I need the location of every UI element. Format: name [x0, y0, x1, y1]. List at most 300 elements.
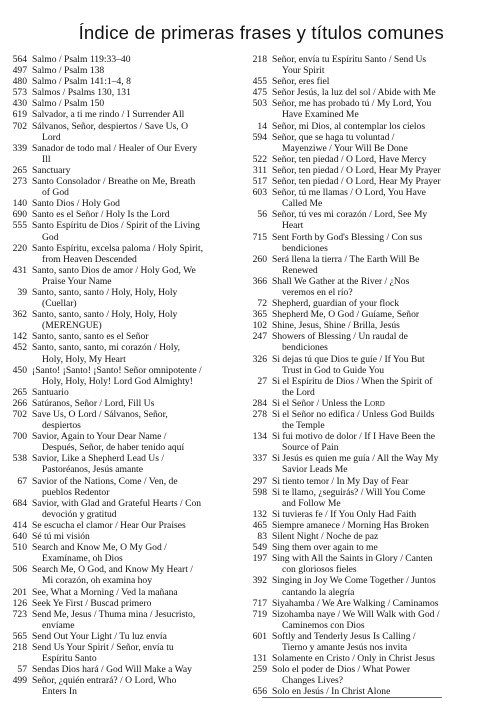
index-entry — [246, 409, 472, 431]
entry-continuation-line: Trust in God to Guide You — [282, 364, 385, 376]
entry-line: Señor, eres fiel — [272, 76, 330, 88]
hymn-number: 499 — [12, 675, 27, 687]
index-entry — [6, 109, 234, 120]
hymn-number: 278 — [252, 409, 267, 420]
entry-text — [27, 65, 234, 76]
entry-continuation-line: devoción y gratitud — [42, 508, 117, 520]
entry-continuation-line: Heart — [282, 220, 304, 232]
entry-line: Señor, envía tu Espíritu Santo / Send Us — [272, 54, 427, 65]
index-entry — [6, 143, 234, 165]
index-entry — [6, 121, 234, 143]
entry-text — [27, 109, 234, 120]
entry-text — [27, 220, 234, 242]
entry-text — [27, 143, 234, 165]
hymn-number: 142 — [12, 331, 27, 343]
entry-text — [27, 675, 234, 697]
entry-continuation-line: from Heaven Descended — [42, 253, 137, 265]
entry-continuation-line: pueblos Redentor — [42, 486, 110, 498]
entry-text — [27, 365, 234, 387]
entry-line: Señor, ten piedad / O Lord, Have Mercy — [272, 153, 427, 165]
index-entry — [246, 354, 472, 376]
index-entry — [6, 265, 234, 287]
index-entry — [6, 176, 234, 198]
index-entry — [246, 165, 472, 176]
index-entry — [246, 653, 472, 664]
index-entry — [6, 87, 234, 98]
hymn-number: 450 — [12, 364, 27, 376]
hymn-number: 362 — [12, 309, 27, 321]
entry-continuation-line: and Follow Me — [282, 497, 341, 509]
index-entry — [246, 376, 472, 398]
entry-continuation-line: envíame — [42, 619, 75, 631]
hymn-number: 715 — [252, 231, 267, 243]
entry-line: Sendas Dios hará / God Will Make a Way — [32, 664, 192, 676]
hymn-number: 601 — [252, 630, 267, 642]
entry-line: Si dejas tú que Dios te guíe / If You But — [272, 353, 425, 365]
entry-line: Search and Know Me, O My God / — [32, 542, 167, 554]
entry-text — [27, 498, 234, 520]
hymn-number: 366 — [252, 275, 267, 287]
index-entry — [6, 409, 234, 431]
entry-line: Solo en Jesús / In Christ Alone — [272, 686, 391, 698]
index-entry — [246, 431, 472, 453]
entry-text — [27, 98, 234, 109]
hymn-number: 465 — [252, 519, 267, 531]
entry-text — [267, 309, 472, 320]
entry-continuation-line: Después, Señor, de haber tenido aquí — [42, 442, 185, 454]
hymn-number: 549 — [252, 542, 267, 554]
index-entry — [6, 365, 234, 387]
entry-line: Salmo / Psalm 119:33–40 — [32, 54, 131, 65]
entry-continuation-line: con gloriosos fieles — [282, 564, 357, 576]
entry-line: Señor, mi Dios, al contemplar los cielos — [272, 120, 426, 132]
hymn-number: 326 — [252, 353, 267, 365]
entry-continuation-line: Called Me — [282, 198, 323, 210]
entry-line: Search Me, O God, and Know My Heart / — [32, 564, 193, 576]
entry-continuation-line: Lord — [42, 131, 61, 143]
entry-line: Señor, tú ves mi corazón / Lord, See My — [272, 209, 428, 221]
index-entry — [246, 509, 472, 520]
entry-line: Si el Espíritu de Dios / When the Spirit of — [272, 375, 433, 387]
index-entry — [246, 331, 472, 353]
hymn-number: 702 — [12, 120, 27, 132]
hymn-number: 564 — [12, 54, 27, 65]
hymn-number: 197 — [252, 553, 267, 565]
index-entry — [6, 542, 234, 564]
hymn-number: 265 — [12, 164, 27, 176]
entry-line: Salmo / Psalm 150 — [32, 98, 105, 110]
hymn-number: 573 — [12, 87, 27, 99]
index-entry — [246, 487, 472, 509]
hymn-number: 311 — [252, 164, 267, 176]
hymn-number: 273 — [12, 176, 27, 188]
entry-line: Santo Dios / Holy God — [32, 198, 120, 210]
index-entry — [246, 76, 472, 87]
hymn-number: 717 — [252, 597, 267, 609]
entry-continuation-line: Enters In — [42, 686, 77, 698]
entry-continuation-line: Holy, Holy, My Heart — [42, 353, 126, 365]
entry-line: Satúranos, Señor / Lord, Fill Us — [32, 397, 155, 409]
entry-text — [267, 398, 472, 409]
entry-line: Sé tú mi visión — [32, 531, 90, 543]
entry-line-smallcaps: Lord — [364, 397, 385, 409]
right-index-column — [246, 54, 472, 697]
entry-text — [267, 98, 472, 120]
hymn-number: 339 — [12, 142, 27, 154]
entry-text — [27, 87, 234, 98]
entry-line: Shine, Jesus, Shine / Brilla, Jesús — [272, 320, 400, 332]
entry-text — [27, 520, 234, 531]
entry-continuation-line: cantando la alegría — [282, 586, 355, 598]
entry-text — [267, 298, 472, 309]
entry-continuation-line: the Temple — [282, 420, 325, 432]
entry-text — [27, 387, 234, 398]
index-entry — [6, 342, 234, 364]
entry-continuation-line: (Cuellar) — [42, 298, 77, 310]
entry-text — [27, 609, 234, 631]
entry-line: Seek Ye First / Buscad primero — [32, 597, 152, 609]
hymn-number: 57 — [17, 664, 27, 676]
entry-line: Santo, santo, santo / Holy, Holy, Holy — [32, 286, 178, 298]
entry-text — [267, 132, 472, 154]
entry-text — [27, 564, 234, 586]
entry-text — [27, 598, 234, 609]
entry-continuation-line: God — [42, 231, 59, 243]
hymn-number: 56 — [257, 209, 267, 221]
entry-text — [27, 409, 234, 431]
entry-line: Shepherd Me, O God / Guíame, Señor — [272, 309, 420, 321]
entry-text — [27, 542, 234, 564]
entry-text — [27, 209, 234, 220]
entry-continuation-line: Source of Pain — [282, 442, 339, 454]
entry-text — [267, 232, 472, 254]
entry-continuation-line: Praise Your Name — [42, 275, 112, 287]
entry-line: Santo, santo, santo es el Señor — [32, 331, 149, 343]
entry-continuation-line: Espíritu Santo — [42, 653, 97, 665]
entry-text — [267, 409, 472, 431]
hymn-number: 455 — [252, 76, 267, 88]
hymn-number: 67 — [17, 475, 27, 487]
entry-text — [267, 431, 472, 453]
hymn-number: 284 — [252, 397, 267, 409]
index-entry — [6, 387, 234, 398]
hymn-number: 598 — [252, 486, 267, 498]
entry-text — [267, 453, 472, 475]
entry-text — [27, 309, 234, 331]
entry-continuation-line: bendiciones — [282, 342, 328, 354]
entry-line: Solo el poder de Dios / What Power — [272, 664, 411, 676]
index-entry — [246, 187, 472, 209]
entry-text — [27, 342, 234, 364]
index-entry — [6, 309, 234, 331]
index-entry — [6, 220, 234, 242]
entry-line: ¡Santo! ¡Santo! ¡Santo! Señor omnipotente / — [32, 364, 202, 376]
index-entry — [6, 609, 234, 631]
index-entry — [6, 287, 234, 309]
entry-line: Salmos / Psalms 130, 131 — [32, 87, 131, 99]
entry-text — [27, 531, 234, 542]
entry-line: Shall We Gather at the River / ¿Nos — [272, 275, 410, 287]
index-entry — [6, 631, 234, 642]
index-entry — [6, 398, 234, 409]
index-entry — [246, 664, 472, 686]
entry-line: Santo Espíritu de Dios / Spirit of the Living — [32, 220, 200, 232]
index-entry — [6, 65, 234, 76]
index-entry — [6, 642, 234, 664]
hymn-number: 132 — [252, 508, 267, 520]
entry-line: Santo, santo, santo / Holy, Holy, Holy — [32, 309, 178, 321]
entry-text — [27, 54, 234, 65]
index-entry — [6, 165, 234, 176]
entry-text — [27, 165, 234, 176]
hymn-number: 475 — [252, 87, 267, 99]
entry-line: Send Me, Jesus / Thuma mina / Jesucristo, — [32, 608, 196, 620]
hymn-number: 430 — [12, 98, 27, 110]
entry-line: Si te llamo, ¿seguirás? / Will You Come — [272, 486, 426, 498]
index-entry — [246, 176, 472, 187]
hymn-number: 510 — [12, 542, 27, 554]
hymn-number: 259 — [252, 664, 267, 676]
entry-text — [267, 520, 472, 531]
entry-text — [267, 254, 472, 276]
entry-line: Sing with All the Saints in Glory / Canten — [272, 553, 433, 565]
entry-text — [267, 664, 472, 686]
hymn-number: 480 — [12, 76, 27, 88]
entry-line: Santuario — [32, 386, 69, 398]
entry-text — [267, 575, 472, 597]
index-entry — [6, 476, 234, 498]
hymn-number: 538 — [12, 453, 27, 465]
entry-line: Si tuvieras fe / If You Only Had Faith — [272, 508, 417, 520]
index-entry — [246, 542, 472, 553]
entry-line: Santo, santo, santo, mi corazón / Holy, — [32, 342, 181, 354]
entry-line: Shepherd, guardian of your flock — [272, 298, 400, 310]
entry-text — [27, 642, 234, 664]
entry-text — [267, 354, 472, 376]
entry-continuation-line: (MERENGUE) — [42, 320, 102, 332]
entry-continuation-line: Examíname, oh Dios — [42, 553, 123, 565]
entry-text — [27, 265, 234, 287]
entry-line: Sent Forth by God's Blessing / Con sus — [272, 231, 423, 243]
hymn-number: 220 — [12, 242, 27, 254]
hymn-number: 702 — [12, 409, 27, 420]
entry-text — [267, 187, 472, 209]
entry-text — [267, 609, 472, 631]
entry-line: Softly and Tenderly Jesus Is Calling / — [272, 630, 416, 642]
index-entry — [246, 132, 472, 154]
entry-line: Silent Night / Noche de paz — [272, 531, 379, 543]
entry-text — [27, 243, 234, 265]
entry-line: Señor, ¿quién entrará? / O Lord, Who — [32, 675, 177, 687]
index-entry — [6, 498, 234, 520]
index-entry — [6, 664, 234, 675]
entry-line: Send Out Your Light / Tu luz envía — [32, 630, 167, 642]
index-entry — [6, 520, 234, 531]
entry-line: Si fui motivo de dolor / If I Have Been the — [272, 431, 436, 443]
entry-line: Se escucha el clamor / Hear Our Praises — [32, 519, 186, 531]
entry-line: Santo es el Señor / Holy Is the Lord — [32, 209, 170, 221]
index-entry — [6, 675, 234, 697]
entry-line: Santo Espíritu, excelsa paloma / Holy Spirit, — [32, 242, 204, 254]
hymn-number: 14 — [257, 120, 267, 132]
index-entry — [6, 76, 234, 87]
index-entry — [246, 476, 472, 487]
entry-line: Singing in Joy We Come Together / Juntos — [272, 575, 436, 587]
entry-continuation-line: the Lord — [282, 386, 315, 398]
entry-continuation-line: Renewed — [282, 264, 318, 276]
entry-text — [267, 598, 472, 609]
entry-line: Señor, me has probado tú / My Lord, You — [272, 98, 432, 110]
hymn-number: 603 — [252, 187, 267, 199]
index-entry — [246, 320, 472, 331]
hymn-number: 247 — [252, 331, 267, 343]
index-entry — [246, 598, 472, 609]
entry-line: Será llena la tierra / The Earth Will Be — [272, 253, 420, 265]
hymn-number: 517 — [252, 176, 267, 188]
index-entry — [246, 609, 472, 631]
hymn-number: 431 — [12, 264, 27, 276]
entry-continuation-line: Mayenziwe / Your Will Be Done — [282, 142, 408, 154]
hymn-number: 218 — [12, 641, 27, 653]
entry-continuation-line: Holy, Holy, Holy! Lord God Almighty! — [42, 375, 193, 387]
hymn-number: 83 — [257, 531, 267, 543]
entry-continuation-line: veremos en el río? — [282, 286, 353, 298]
entry-text — [267, 509, 472, 520]
entry-text — [267, 176, 472, 187]
hymn-number: 297 — [252, 475, 267, 487]
hymn-number: 392 — [252, 575, 267, 587]
index-entry — [6, 587, 234, 598]
entry-continuation-line: Have Examined Me — [282, 109, 359, 121]
hymn-number: 452 — [12, 342, 27, 354]
entry-line: See, What a Morning / Ved la mañana — [32, 586, 178, 598]
hymn-number: 503 — [252, 98, 267, 110]
entry-line — [272, 398, 472, 409]
hymn-number: 497 — [12, 65, 27, 77]
hymn-number: 102 — [252, 320, 267, 332]
index-entry — [246, 254, 472, 276]
entry-text — [267, 553, 472, 575]
entry-continuation-line: Changes Lives? — [282, 675, 344, 687]
hymn-number: 201 — [12, 586, 27, 598]
entry-text — [267, 76, 472, 87]
hymn-number: 265 — [12, 386, 27, 398]
entry-text — [267, 87, 472, 98]
entry-text — [27, 431, 234, 453]
hymn-number: 218 — [252, 54, 267, 65]
index-entry — [246, 398, 472, 409]
entry-line: Sizohamba naye / We Will Walk with God / — [272, 608, 440, 620]
hymn-number: 337 — [252, 453, 267, 465]
hymn-number: 555 — [12, 220, 27, 232]
entry-text — [267, 686, 472, 697]
index-entry — [246, 98, 472, 120]
entry-line: Sálvanos, Señor, despiertos / Save Us, O — [32, 120, 189, 132]
hymn-number: 134 — [252, 431, 267, 443]
entry-text — [27, 631, 234, 642]
left-index-column — [6, 54, 234, 697]
index-entry — [6, 331, 234, 342]
index-entry — [6, 198, 234, 209]
entry-text — [27, 176, 234, 198]
entry-line: Santo Consolador / Breathe on Me, Breath — [32, 176, 196, 188]
entry-line: Señor, tú me llamas / O Lord, You Have — [272, 187, 426, 199]
entry-line: Si Jesús es quien me guía / All the Way My — [272, 453, 439, 465]
index-entry — [6, 531, 234, 542]
entry-continuation-line: Mi corazón, oh examina hoy — [42, 575, 153, 587]
index-entry — [246, 154, 472, 165]
entry-text — [27, 587, 234, 598]
entry-text — [267, 320, 472, 331]
entry-line: Savior, with Glad and Grateful Hearts / Con — [32, 497, 202, 509]
entry-continuation-line: Savior Leads Me — [282, 464, 348, 476]
index-entry — [246, 520, 472, 531]
entry-line: Savior of the Nations, Come / Ven, de — [32, 475, 178, 487]
page-title: Índice de primeras frases y títulos comunes — [78, 22, 444, 43]
entry-text — [27, 198, 234, 209]
entry-line: Save Us, O Lord / Sálvanos, Señor, — [32, 409, 168, 420]
entry-text — [267, 476, 472, 487]
entry-text — [267, 54, 472, 76]
entry-continuation-line: despiertos — [42, 420, 81, 432]
entry-line: Si tiento temor / In My Day of Fear — [272, 475, 409, 487]
hymn-number: 39 — [17, 286, 27, 298]
entry-continuation-line: Your Spirit — [282, 65, 325, 77]
index-entry — [246, 686, 472, 697]
index-entry — [6, 564, 234, 586]
entry-text — [27, 476, 234, 498]
entry-line: Sing them over again to me — [272, 542, 378, 554]
entry-line: Showers of Blessing / Un raudal de — [272, 331, 408, 343]
footer-rule — [262, 697, 442, 698]
entry-line-part: Si el Señor / Unless the — [272, 397, 365, 409]
entry-line: Solamente en Cristo / Only in Christ Jesus — [272, 653, 435, 665]
index-entry — [246, 209, 472, 231]
index-entry — [6, 98, 234, 109]
index-entry — [246, 553, 472, 575]
entry-line: Señor, que se haga tu voluntad / — [272, 131, 395, 143]
hymn-number: 640 — [12, 531, 27, 543]
hymn-number: 619 — [12, 109, 27, 121]
entry-text — [267, 154, 472, 165]
hymn-number: 719 — [252, 608, 267, 620]
hymn-number: 522 — [252, 153, 267, 165]
entry-text — [27, 398, 234, 409]
index-entry — [246, 54, 472, 76]
entry-text — [267, 276, 472, 298]
entry-text — [27, 453, 234, 475]
entry-text — [267, 653, 472, 664]
index-entry — [246, 121, 472, 132]
entry-line: Santo, santo Dios de amor / Holy God, We — [32, 264, 196, 276]
entry-text — [27, 121, 234, 143]
hymn-number: 72 — [257, 298, 267, 310]
entry-line: Sanctuary — [32, 164, 71, 176]
index-entry — [6, 431, 234, 453]
hymn-number: 126 — [12, 597, 27, 609]
hymn-number: 565 — [12, 630, 27, 642]
entry-text — [27, 331, 234, 342]
entry-continuation-line: Caminemos con Dios — [282, 619, 365, 631]
hymn-number: 690 — [12, 209, 27, 221]
entry-text — [267, 542, 472, 553]
index-entry — [246, 309, 472, 320]
entry-line: Salmo / Psalm 141:1–4, 8 — [32, 76, 131, 88]
index-entry — [246, 453, 472, 475]
entry-text — [267, 531, 472, 542]
hymn-number: 131 — [252, 653, 267, 665]
hymn-number: 27 — [257, 375, 267, 387]
